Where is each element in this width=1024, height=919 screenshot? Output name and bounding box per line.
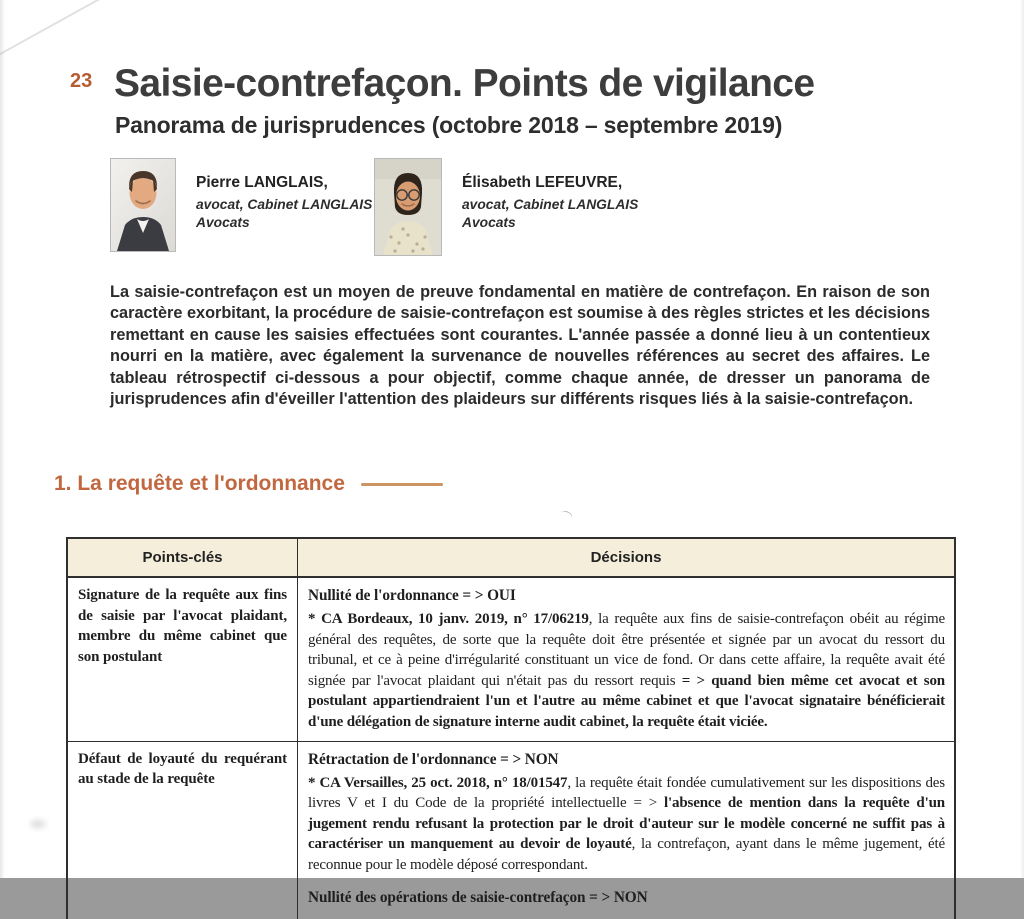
section-heading bbox=[54, 472, 443, 496]
article-title: Saisie-contrefaçon. Points de vigilance bbox=[114, 62, 815, 105]
decision-text: * CA Bordeaux, 10 janv. 2019, n° 17/06219, la requête aux fins de saisie-contrefaçon obéit au régime général des requêtes, de sorte que la requête doit être présentée et signée par un avocat du ressort du tribunal, et ce à peine d'irrégularité constituant un vice de fond. Or dans cette affaire, la requête avait été signée par l'avocat plaidant qui n'était pas du ressort requis = > quand bien même cet avocat et son postulant appartiendraient l'un et l'autre au même cabinet et que l'avocat signataire bénéficierait d'une délégation de signature interne audit cabinet, la requête était viciée. bbox=[308, 611, 946, 730]
jurisprudence-table bbox=[66, 537, 956, 919]
table-body bbox=[68, 578, 954, 919]
decision-heading: Nullité de l'ordonnance = > OUI bbox=[308, 587, 516, 604]
scan-artifact-mark bbox=[559, 509, 574, 523]
scan-smudge bbox=[30, 820, 46, 828]
author-photo-woman-portrait bbox=[374, 158, 442, 256]
author-role: Avocats bbox=[462, 215, 516, 230]
section-rule bbox=[361, 483, 443, 486]
scan-edge-right bbox=[1020, 0, 1024, 878]
table-row bbox=[68, 742, 954, 919]
article-subtitle: Panorama de jurisprudences (octobre 2018 – septembre 2019) bbox=[115, 112, 783, 138]
table-row bbox=[68, 578, 954, 742]
decision-heading: Rétractation de l'ordonnance = > NON bbox=[308, 750, 559, 768]
key-point-cell: Défaut de loyauté du requérant au stade de la requête bbox=[68, 742, 298, 919]
author-role: avocat, Cabinet LANGLAIS bbox=[462, 197, 639, 212]
scan-artifact-diagonal bbox=[0, 0, 101, 56]
author-block-elisabeth-lefeuvre bbox=[374, 158, 638, 256]
author-role: Avocats bbox=[196, 215, 250, 230]
key-point-cell: Signature de la requête aux fins de saisie par l'avocat plaidant, membre du même cabinet que son postulant bbox=[68, 578, 298, 741]
author-name: Pierre LANGLAIS, bbox=[196, 174, 328, 191]
page-number: 23 bbox=[70, 70, 93, 92]
column-header-points-cles: Points-clés bbox=[68, 539, 298, 576]
author-role: avocat, Cabinet LANGLAIS bbox=[196, 197, 373, 212]
section-title: 1. La requête et l'ordonnance bbox=[54, 472, 345, 495]
decisions-cell bbox=[298, 578, 954, 741]
author-block-pierre-langlais bbox=[110, 158, 372, 252]
column-header-decisions: Décisions bbox=[590, 549, 662, 566]
author-info bbox=[176, 158, 372, 252]
author-info bbox=[442, 158, 638, 256]
author-photo-man-portrait bbox=[110, 158, 176, 252]
table-header-row bbox=[68, 539, 954, 578]
decision-text: * CA Versailles, 25 oct. 2018, n° 18/01547, la requête était fondée cumulativement sur les dispositions des livres V et I du Code de la propriété intellectuelle = > l'absence de mention dans la requête d'un jugement rendu refusant la protection par le droit d'auteur sur le modèle concerné ne suffit pas à caractériser un manquement au devoir de loyauté, la contrefaçon, ayant dans le même jugement, été reconnue pour le modèle déposé correspondant. bbox=[308, 774, 946, 873]
scan-edge-left bbox=[0, 0, 5, 878]
intro-paragraph: La saisie-contrefaçon est un moyen de preuve fondamental en matière de contrefaçon. En raison de son caractère exorbitant, la procédure de saisie-contrefaçon est soumise à des règles strictes et les décisions remettant en cause les saisies effectuées sont courantes. L'année passée a donné lieu à un contentieux nourri en la matière, avec également la survenance de nouvelles références au secret des affaires. Le tableau rétrospectif ci-dessous a pour objectif, comme chaque année, de dresser un panorama de jurisprudences afin d'éveiller l'attention des plaideurs sur différents risques liés à la saisie-contrefaçon. bbox=[110, 283, 930, 409]
decision-heading: Nullité des opérations de saisie-contrefaçon = > NON bbox=[308, 888, 648, 906]
author-name: Élisabeth LEFEUVRE, bbox=[462, 174, 623, 191]
decisions-cell bbox=[298, 742, 954, 919]
